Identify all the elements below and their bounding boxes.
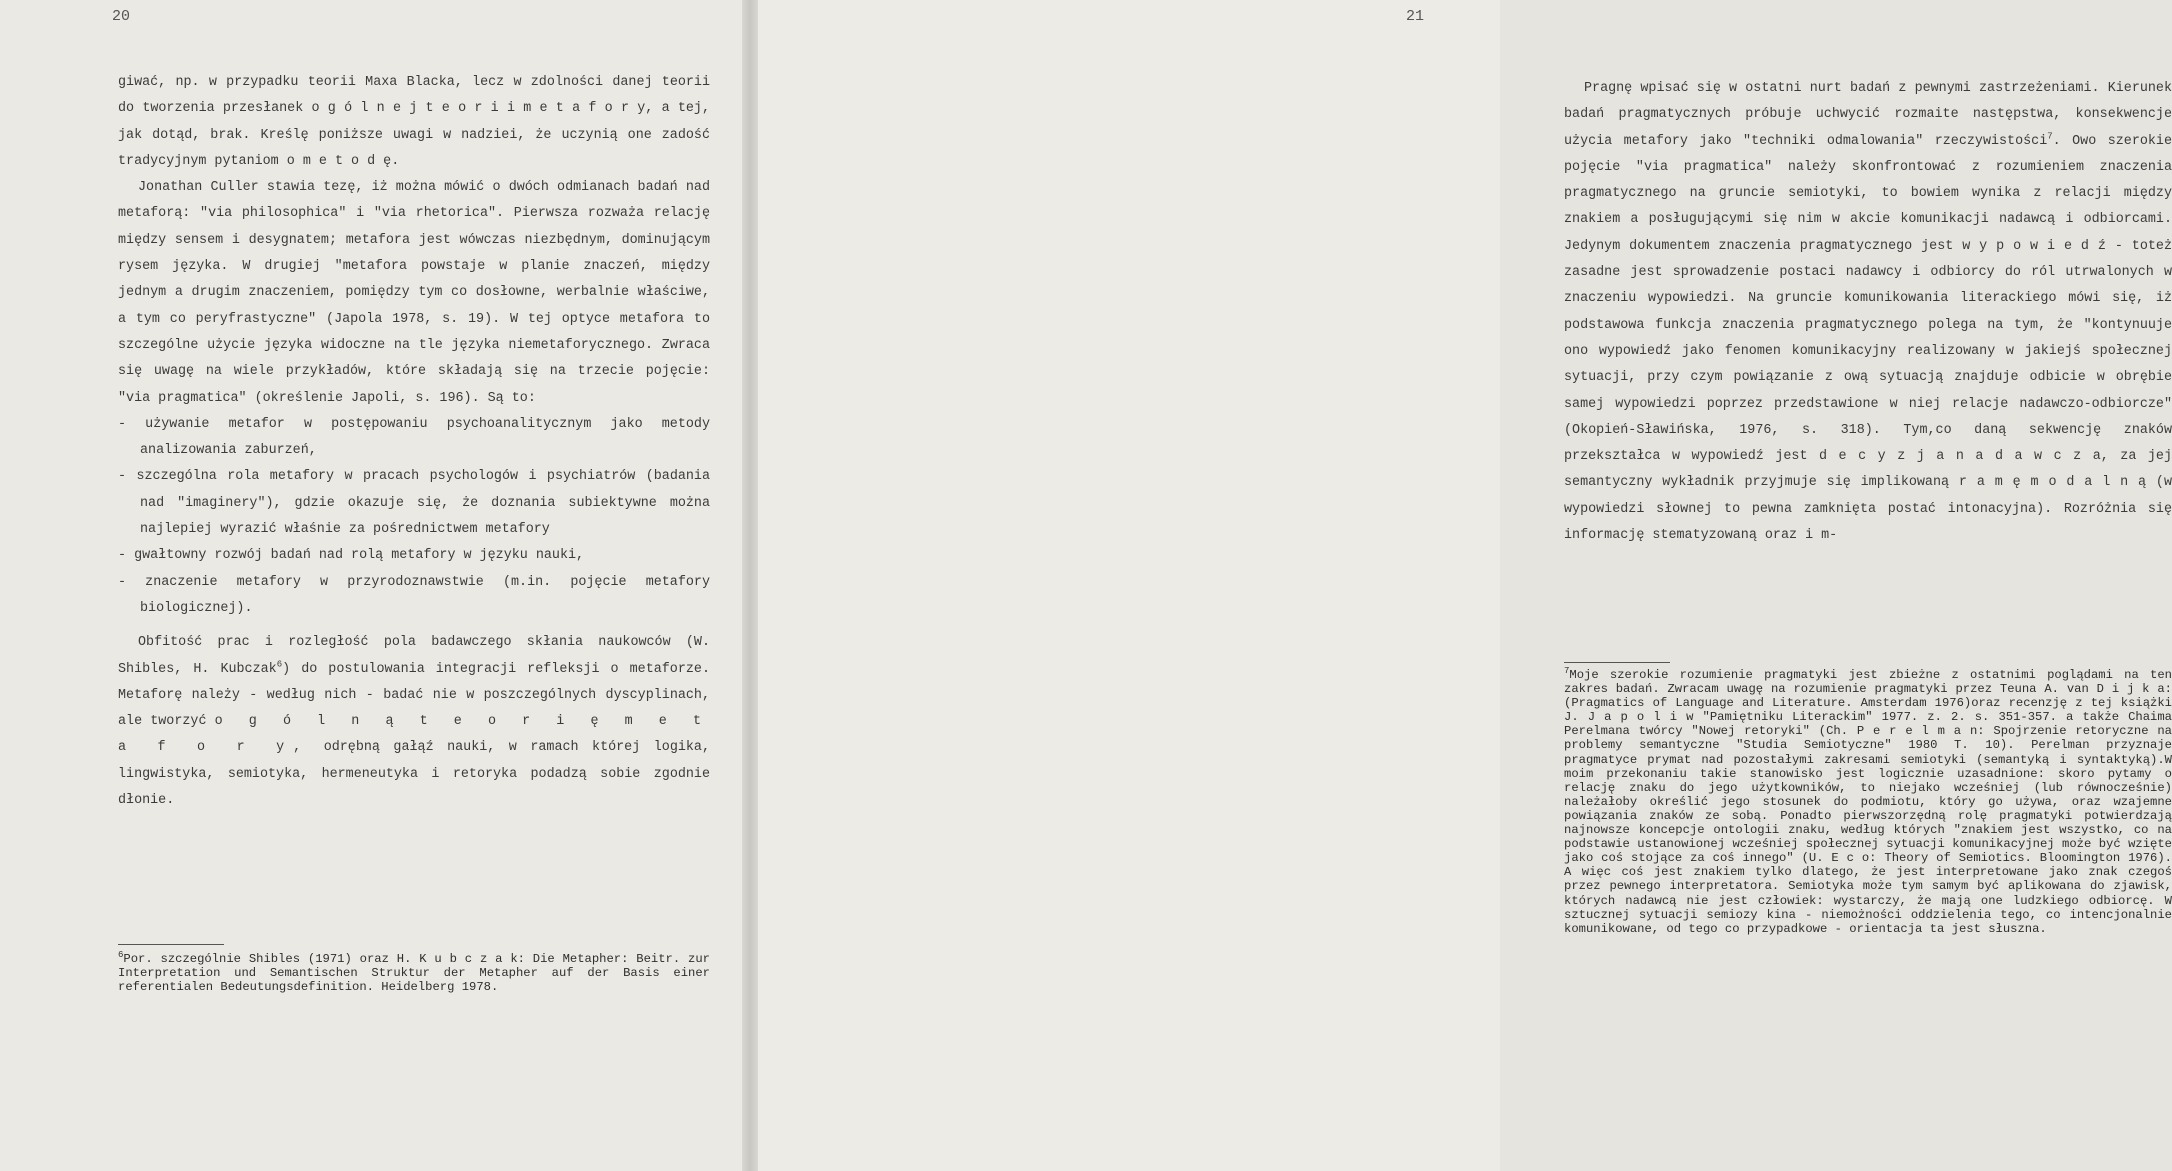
footnote-reference: 7	[2047, 131, 2053, 142]
footnote-mark: 6	[118, 949, 124, 960]
footnote-mark: 7	[1564, 665, 1570, 676]
closing-paragraph	[118, 630, 710, 814]
paragraph-start: Pragnę wpisać się w ostatni nurt badań z pewnymi zastrzeżeniami. Kierunek badań pragmatycznych próbuje uchwycić rozmaite następstwa, konsekwencje użycia metafory jako "techniki odmalowania" rzeczywistości	[1564, 81, 2172, 149]
list-item: - znaczenie metafory w przyrodoznawstwie (m.in. pojęcie metafory biologicznej).	[118, 570, 710, 623]
left-body-text	[118, 70, 710, 814]
footnote-text: Moje szerokie rozumienie pragmatyki jest zbieżne z ostatnimi poglądami na ten zakres badań. Zwracam uwagę na rozumienie pragmatyki przez Teuna A. van D i j k a: (Pragmatics of Language and Literature. Amsterdam 1976)oraz recenzję z tej książki J. J a p o l i w "Pamiętniku Literackim" 1977. z. 2. s. 351-357. a także Chaima Perelmana twórcy "Nowej retoryki" (Ch. P e r e l m a n: Spojrzenie retoryczne na problemy semantyczne "Studia Semiotyczne" 1980 T. 10). Perelman przyznaje pragmatyce prymat nad pozostałymi zakresami semiotyki (semantyką i syntaktyką).W moim przekonaniu takie stanowisko jest logicznie uzasadnione: skoro pytamy o relację znaku do jego użytkowników, to niejako wcześniej (lub równocześnie) należałoby określić jego stosunek do podmiotu, który go używa, oraz wzajemne powiązania znaków ze sobą. Ponadto pierwszorzędną rolę pragmatyki potwierdzają najnowsze koncepcje ontologii znaku, według których "znakiem jest wszystko, co na podstawie ustanowionej wcześniej społecznej sytuacji komunikacyjnej może być wzięte jako coś stojące za coś innego" (U. E c o: Theory of Semiotics. Bloomington 1976). A więc coś jest znakiem tylko dlatego, że jest interpretowane jako znak czegoś przez pewnego interpretatora. Semiotyka może tym samym być aplikowana do zjawisk, których nadawcą nie jest człowiek: wystarczy, że mają one ludzkiego odbiorcę. W sztucznej sytuacji semiozy kina - niemożności oddzielenia tego, co intencjonalnie komunikowane, od tego co przypadkowe - orientacja ta jest słuszna.	[1564, 668, 2172, 936]
footnote-reference: 6	[276, 659, 283, 670]
closing-text-start: Obfitość prac i rozległość pola badawczego skłania naukowców (W. Shibles, H. Kubczak	[118, 635, 710, 677]
list-item: - gwałtowny rozwój badań nad rolą metafory w języku nauki,	[118, 543, 710, 569]
left-page	[0, 0, 742, 1171]
paragraph	[1564, 76, 2172, 549]
bullet-list	[118, 412, 710, 622]
footnote	[118, 949, 710, 995]
paragraph: giwać, np. w przypadku teorii Maxa Blacka, lecz w zdolności danej teorii do tworzenia przesłanek o g ó l n e j t e o r i i m e t a f o r y, a tej, jak dotąd, brak. Kreślę poniższe uwagi w nadziei, że uczynią one zadość tradycyjnym pytaniom o m e t o d ę.	[118, 75, 710, 169]
list-item: - szczególna rola metafory w pracach psychologów i psychiatrów (badania nad "imaginery"), gdzie okazuje się, że doznania subiektywne można najlepiej wyrazić właśnie za pośrednictwem metafory	[118, 464, 710, 543]
list-item: - używanie metafor w postępowaniu psychoanalitycznym jako metody analizowania zaburzeń,	[118, 412, 710, 465]
footnote-text: Por. szczególnie Shibles (1971) oraz H. K u b c z a k: Die Metapher: Beitr. zur Interpretation und Semantischen Struktur der Metapher auf der Basis einer referentialen Bedeutungsdefinition. Heidelberg 1978.	[118, 952, 710, 995]
paragraph: Jonathan Culler stawia tezę, iż można mówić o dwóch odmianach badań nad metaforą: "via philosophica" i "via rhetorica". Pierwsza rozważa relację między sensem i desygnatem; metafora jest wówczas niezbędnym, dominującym rysem języka. W drugiej "metafora powstaje w planie znaczeń, między jednym a drugim znaczeniem, pomiędzy tym co dosłowne, werbalnie właściwe, a tym co peryfrastyczne" (Japola 1978, s. 19). W tej optyce metafora to szczególne użycie języka widoczne na tle języka niemetaforycznego. Zwraca się uwagę na wiele przykładów, które składają się na trzecie pojęcie: "via pragmatica" (określenie Japoli, s. 196). Są to:	[118, 180, 710, 406]
footnote	[1564, 665, 2172, 936]
paragraph-continuation: . Owo szerokie pojęcie "via pragmatica" należy skonfrontować z rozumieniem znaczenia pragmatycznego na gruncie semiotyki, to bowiem wynika z relacji między znakiem a posługującymi się nim w akcie komunikacji nadawcą i odbiorcami. Jedynym dokumentem znaczenia pragmatycznego jest w y p o w i e d ź - toteż zasadne jest sprowadzenie postaci nadawcy i odbiorcy do ról utrwalonych w znaczeniu wypowiedzi. Na gruncie komunikowania literackiego mówi się, iż podstawowa funkcja znaczenia pragmatycznego polega na tym, że "kontynuuje ono wypowiedź jako fenomen komunikacyjny realizowany w jakiejś społecznej sytuacji, przy czym powiązanie z ową sytuacją znajduje odbicie w obrębie samej wypowiedzi poprzez przedstawione w niej relacje nadawczo-odbiorcze" (Okopień-Sławińska, 1976, s. 318). Tym,co daną sekwencję znaków przekształca w wypowiedź jest d e c y z j a n a d a w c z a, za jej semantyczny wykładnik przyjmuje się implikowaną r a m ę m o d a l n ą (w wypowiedzi słownej to pewna zamknięta postać intonacyjna). Rozróżnia się informację stematyzowaną oraz i m-	[1564, 133, 2172, 544]
right-page	[758, 0, 2172, 1171]
book-gutter	[742, 0, 758, 1171]
emphasized-phrase: o g ó l n ą t e o r i ę m e t a f o r y,	[118, 714, 710, 756]
footnote-divider	[118, 944, 224, 945]
footnote-divider	[1564, 662, 1670, 663]
page-number-right: 21	[1406, 8, 1425, 25]
closing-text-end: odrębną gałąź nauki, w ramach której logika, lingwistyka, semiotyka, hermeneutyka i retoryka podadzą sobie zgodnie dłonie.	[118, 740, 710, 809]
page-number-left: 20	[112, 8, 131, 25]
closing-text-middle: ) do postulowania integracji refleksji o metaforze. Metaforę należy - według nich - badać nie w poszczególnych dyscyplinach, ale tworzyć	[118, 661, 710, 730]
right-body-text	[1564, 76, 2172, 549]
